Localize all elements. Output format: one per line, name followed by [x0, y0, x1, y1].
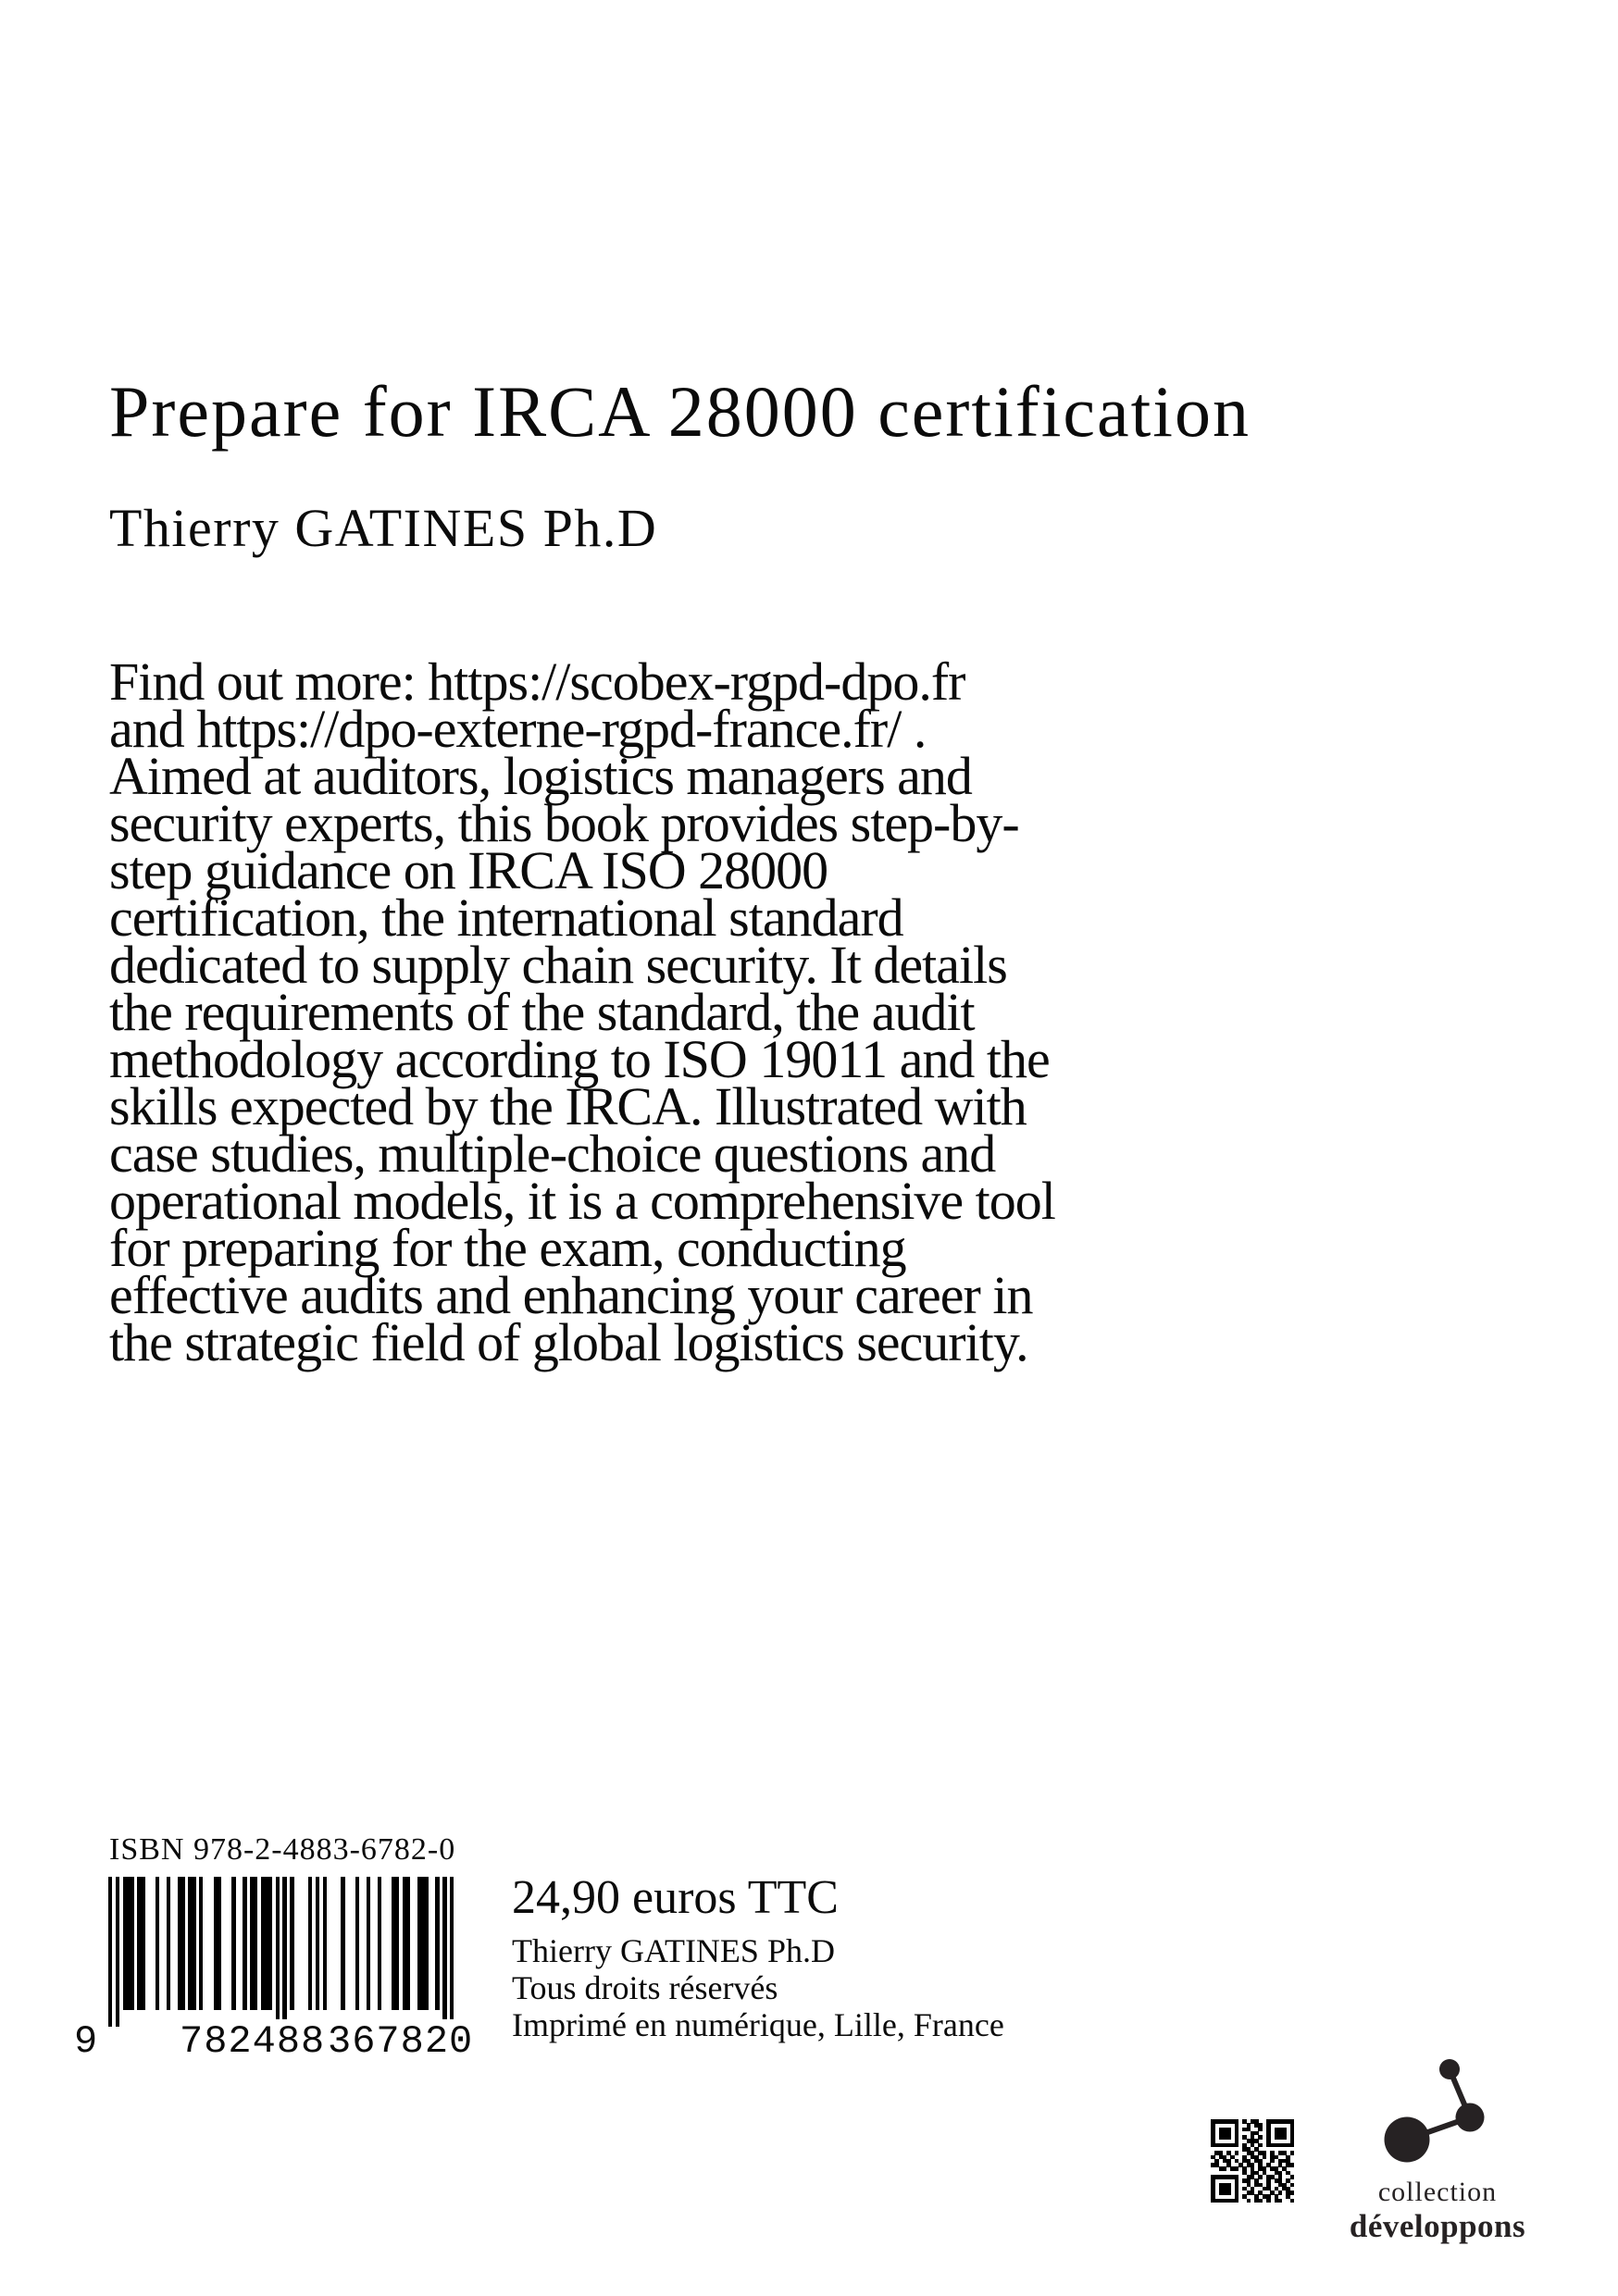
description-line: dedicated to supply chain security. It details	[109, 935, 1007, 995]
publisher-molecule-icon	[1333, 2036, 1537, 2170]
description-line: certification, the international standard	[109, 887, 903, 948]
description-line: step guidance on IRCA ISO 28000	[109, 840, 828, 900]
book-description	[109, 652, 1340, 1372]
publisher-logo-text	[1324, 2176, 1551, 2244]
description-line: methodology according to ISO 19011 and the	[109, 1029, 1050, 1089]
description-line: for preparing for the exam, conducting	[109, 1218, 906, 1278]
description-line: and https://dpo-externe-rgpd-france.fr/ .	[109, 699, 927, 759]
book-title: Prepare for IRCA 28000 certification	[109, 371, 1251, 452]
description-line: Find out more: https://scobex-rgpd-dpo.fr	[109, 652, 965, 712]
qr-code-icon	[1211, 2119, 1294, 2203]
imprint-author: Thierry GATINES Ph.D	[512, 1932, 835, 1969]
description-line: effective audits and enhancing your career in	[109, 1265, 1033, 1325]
publisher-name: développons	[1349, 2208, 1526, 2244]
description-line: the requirements of the standard, the audit	[109, 982, 975, 1042]
description-line: operational models, it is a comprehensive tool	[109, 1171, 1055, 1231]
description-line: security experts, this book provides step-by-	[109, 793, 1019, 853]
rights-notice: Tous droits réservés	[512, 1969, 778, 2006]
ean-barcode	[108, 1877, 454, 2027]
barcode-digits-right: 367820	[328, 2019, 474, 2064]
description-line: case studies, multiple-choice questions and	[109, 1123, 996, 1184]
description-line: Aimed at auditors, logistics managers and	[109, 746, 972, 806]
printing-notice: Imprimé en numérique, Lille, France	[512, 2006, 1004, 2043]
isbn-number: ISBN 978-2-4883-6782-0	[109, 1832, 456, 1867]
book-author: Thierry GATINES Ph.D	[109, 498, 658, 558]
imprint-block	[512, 1871, 1004, 2043]
description-line: skills expected by the IRCA. Illustrated with	[109, 1076, 1027, 1136]
description-line: the strategic field of global logistics security.	[109, 1312, 1028, 1372]
price-label: 24,90 euros TTC	[512, 1871, 839, 1924]
barcode-digits-left: 782488	[180, 2019, 326, 2064]
barcode-digit-lead: 9	[74, 2019, 99, 2064]
publisher-collection-label: collection	[1377, 2177, 1498, 2207]
